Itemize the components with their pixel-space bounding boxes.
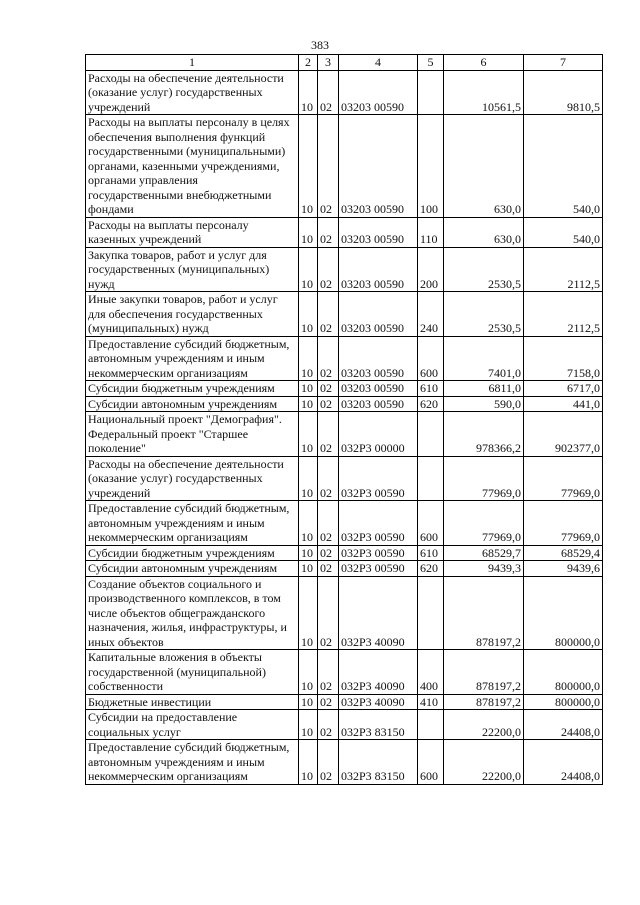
column-header-4: 4 [339,55,418,71]
expense-type-code: 600 [418,740,444,785]
table-row [86,650,603,695]
subsection-code: 02 [318,456,339,501]
subsection-code: 02 [318,710,339,740]
expense-name: Предоставление субсидий бюджетным, автономным учреждениям и иным некоммерческим организациям [86,740,299,785]
expense-type-code: 610 [418,545,444,561]
expense-name: Субсидии автономным учреждениям [86,396,299,412]
section-code: 10 [299,694,318,710]
amount-col6: 878197,2 [444,576,524,650]
expense-type-code: 610 [418,381,444,397]
expense-name: Субсидии бюджетным учреждениям [86,545,299,561]
expense-name: Предоставление субсидий бюджетным, автономным учреждениям и иным некоммерческим организациям [86,336,299,381]
section-code: 10 [299,545,318,561]
target-article-code: 032Р3 40090 [339,576,418,650]
table-row [86,694,603,710]
expense-name: Национальный проект "Демография". Федеральный проект "Старшее поколение" [86,412,299,457]
amount-col6: 22200,0 [444,710,524,740]
amount-col7: 24408,0 [524,740,603,785]
table-row [86,336,603,381]
section-code: 10 [299,217,318,247]
expense-type-code: 110 [418,217,444,247]
expense-type-code [418,710,444,740]
section-code: 10 [299,292,318,337]
expense-name: Расходы на обеспечение деятельности (оказание услуг) государственных учреждений [86,456,299,501]
expense-name: Субсидии автономным учреждениям [86,561,299,577]
amount-col7: 7158,0 [524,336,603,381]
subsection-code: 02 [318,115,339,218]
subsection-code: 02 [318,650,339,695]
subsection-code: 02 [318,292,339,337]
table-row [86,412,603,457]
section-code: 10 [299,412,318,457]
expense-type-code [418,576,444,650]
target-article-code: 03203 00590 [339,381,418,397]
table-row [86,247,603,292]
amount-col7: 902377,0 [524,412,603,457]
expense-name: Закупка товаров, работ и услуг для государственных (муниципальных) нужд [86,247,299,292]
expense-name: Капитальные вложения в объекты государственной (муниципальной) собственности [86,650,299,695]
expense-type-code: 100 [418,115,444,218]
subsection-code: 02 [318,576,339,650]
amount-col7: 9439,6 [524,561,603,577]
amount-col7: 441,0 [524,396,603,412]
target-article-code: 032Р3 00590 [339,456,418,501]
target-article-code: 032Р3 40090 [339,694,418,710]
expense-name: Субсидии бюджетным учреждениям [86,381,299,397]
amount-col7: 540,0 [524,217,603,247]
expense-type-code: 240 [418,292,444,337]
amount-col7: 77969,0 [524,456,603,501]
amount-col7: 800000,0 [524,650,603,695]
table-row [86,381,603,397]
expense-name: Бюджетные инвестиции [86,694,299,710]
expense-type-code: 600 [418,501,444,546]
page-number: 383 [311,38,329,52]
expense-name: Иные закупки товаров, работ и услуг для обеспечения государственных (муниципальных) нужд [86,292,299,337]
amount-col6: 878197,2 [444,694,524,710]
expense-name: Субсидии на предоставление социальных услуг [86,710,299,740]
expense-name: Расходы на выплаты персоналу казенных учреждений [86,217,299,247]
column-header-6: 6 [444,55,524,71]
header-row [86,55,603,71]
section-code: 10 [299,115,318,218]
section-code: 10 [299,650,318,695]
amount-col6: 7401,0 [444,336,524,381]
amount-col6: 630,0 [444,115,524,218]
section-code: 10 [299,70,318,115]
table-row [86,292,603,337]
table-row [86,501,603,546]
amount-col6: 878197,2 [444,650,524,695]
expense-type-code: 600 [418,336,444,381]
amount-col6: 630,0 [444,217,524,247]
expense-type-code: 200 [418,247,444,292]
section-code: 10 [299,247,318,292]
subsection-code: 02 [318,396,339,412]
expense-name: Предоставление субсидий бюджетным, автономным учреждениям и иным некоммерческим организациям [86,501,299,546]
target-article-code: 032Р3 00590 [339,561,418,577]
expense-type-code [418,412,444,457]
expense-name: Расходы на выплаты персоналу в целях обеспечения выполнения функций государственными (муниципальными) органами, казенными учреждениями, органами управления государственными внебюджетными фондами [86,115,299,218]
target-article-code: 032Р3 83150 [339,710,418,740]
table-row [86,70,603,115]
expense-type-code: 400 [418,650,444,695]
amount-col6: 2530,5 [444,292,524,337]
subsection-code: 02 [318,247,339,292]
column-header-7: 7 [524,55,603,71]
amount-col7: 6717,0 [524,381,603,397]
subsection-code: 02 [318,336,339,381]
amount-col6: 68529,7 [444,545,524,561]
section-code: 10 [299,501,318,546]
target-article-code: 032Р3 83150 [339,740,418,785]
amount-col7: 540,0 [524,115,603,218]
table-row [86,396,603,412]
target-article-code: 032Р3 00590 [339,545,418,561]
column-header-5: 5 [418,55,444,71]
table-row [86,576,603,650]
expense-name: Создание объектов социального и производственного комплексов, в том числе объектов общегражданского назначения, жилья, инфраструктуры, и иных объектов [86,576,299,650]
table-row [86,115,603,218]
amount-col6: 2530,5 [444,247,524,292]
amount-col6: 590,0 [444,396,524,412]
amount-col7: 68529,4 [524,545,603,561]
subsection-code: 02 [318,501,339,546]
subsection-code: 02 [318,740,339,785]
target-article-code: 032Р3 00590 [339,501,418,546]
amount-col6: 10561,5 [444,70,524,115]
target-article-code: 03203 00590 [339,292,418,337]
target-article-code: 03203 00590 [339,396,418,412]
subsection-code: 02 [318,217,339,247]
target-article-code: 032Р3 40090 [339,650,418,695]
target-article-code: 03203 00590 [339,247,418,292]
amount-col7: 24408,0 [524,710,603,740]
amount-col6: 77969,0 [444,501,524,546]
expense-type-code [418,456,444,501]
amount-col7: 800000,0 [524,694,603,710]
amount-col6: 22200,0 [444,740,524,785]
target-article-code: 03203 00590 [339,115,418,218]
subsection-code: 02 [318,545,339,561]
amount-col6: 978366,2 [444,412,524,457]
expense-type-code: 620 [418,396,444,412]
budget-table [85,54,603,785]
amount-col6: 77969,0 [444,456,524,501]
subsection-code: 02 [318,694,339,710]
column-header-1: 1 [86,55,299,71]
section-code: 10 [299,456,318,501]
table-row [86,456,603,501]
section-code: 10 [299,396,318,412]
expense-type-code [418,70,444,115]
section-code: 10 [299,561,318,577]
section-code: 10 [299,576,318,650]
table-row [86,561,603,577]
amount-col7: 9810,5 [524,70,603,115]
amount-col7: 800000,0 [524,576,603,650]
target-article-code: 03203 00590 [339,70,418,115]
subsection-code: 02 [318,381,339,397]
target-article-code: 03203 00590 [339,217,418,247]
target-article-code: 032Р3 00000 [339,412,418,457]
subsection-code: 02 [318,561,339,577]
target-article-code: 03203 00590 [339,336,418,381]
expense-type-code: 410 [418,694,444,710]
amount-col7: 2112,5 [524,292,603,337]
table-row [86,217,603,247]
subsection-code: 02 [318,412,339,457]
amount-col6: 9439,3 [444,561,524,577]
amount-col7: 2112,5 [524,247,603,292]
amount-col7: 77969,0 [524,501,603,546]
expense-type-code: 620 [418,561,444,577]
table-row [86,740,603,785]
section-code: 10 [299,381,318,397]
section-code: 10 [299,740,318,785]
expense-name: Расходы на обеспечение деятельности (оказание услуг) государственных учреждений [86,70,299,115]
section-code: 10 [299,710,318,740]
column-header-2: 2 [299,55,318,71]
amount-col6: 6811,0 [444,381,524,397]
section-code: 10 [299,336,318,381]
subsection-code: 02 [318,70,339,115]
column-header-3: 3 [318,55,339,71]
table-row [86,545,603,561]
table-row [86,710,603,740]
